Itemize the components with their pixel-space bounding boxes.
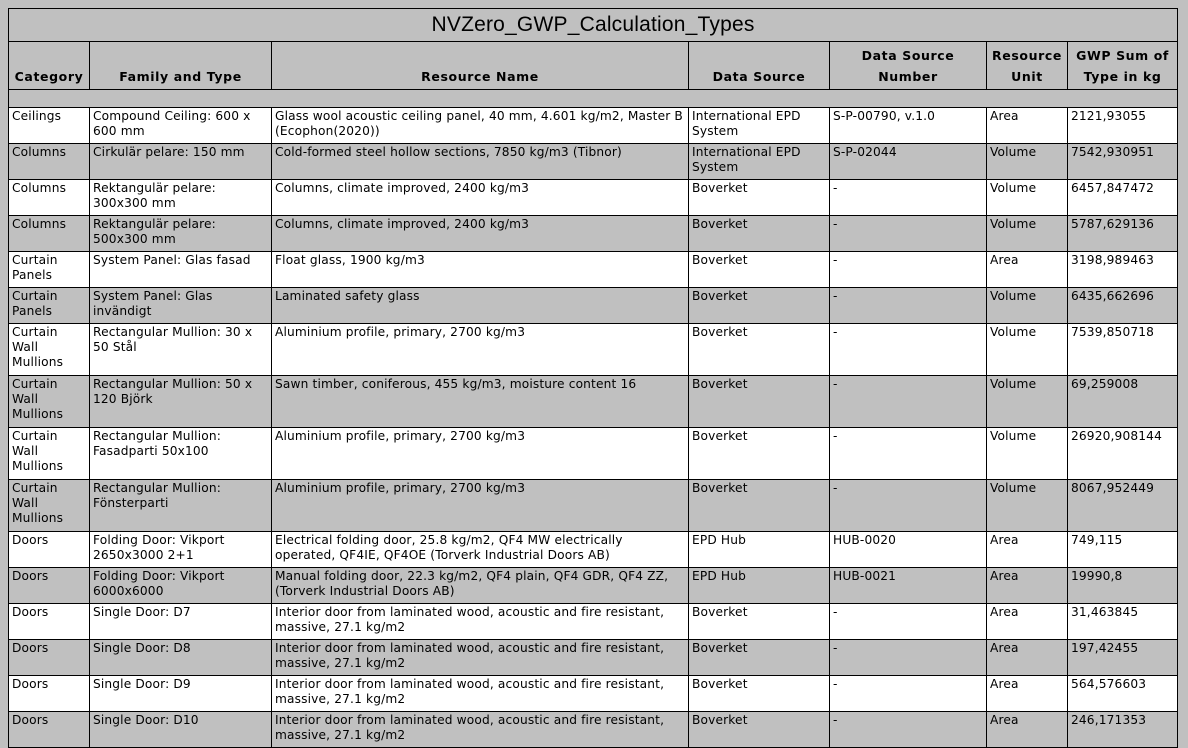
cell-resource-name[interactable]: Aluminium profile, primary, 2700 kg/m3 [272, 480, 689, 532]
table-row[interactable] [9, 324, 1178, 376]
cell-data-source[interactable]: Boverket [689, 216, 830, 252]
cell-resource-name[interactable]: Laminated safety glass [272, 288, 689, 324]
cell-category[interactable]: Doors [9, 640, 90, 676]
cell-family-and-type[interactable]: Rectangular Mullion: 30 x 50 Stål [90, 324, 272, 376]
cell-family-and-type[interactable]: Cirkulär pelare: 150 mm [90, 144, 272, 180]
cell-gwp-sum[interactable]: 2121,93055 [1068, 108, 1178, 144]
cell-category[interactable]: Doors [9, 532, 90, 568]
cell-resource-name[interactable]: Cold-formed steel hollow sections, 7850 kg/m3 (Tibnor) [272, 144, 689, 180]
cell-data-source-number[interactable]: - [830, 604, 987, 640]
cell-category[interactable]: Curtain Wall Mullions [9, 324, 90, 376]
cell-data-source[interactable]: International EPD System [689, 144, 830, 180]
cell-family-and-type[interactable]: Rektangulär pelare: 500x300 mm [90, 216, 272, 252]
cell-category[interactable]: Curtain Panels [9, 252, 90, 288]
table-row[interactable] [9, 532, 1178, 568]
cell-category[interactable]: Columns [9, 216, 90, 252]
schedule-body [9, 108, 1178, 748]
cell-data-source[interactable]: Boverket [689, 480, 830, 532]
cell-category[interactable]: Doors [9, 712, 90, 748]
cell-data-source[interactable]: Boverket [689, 712, 830, 748]
header-spacer [9, 90, 1178, 108]
cell-category[interactable]: Curtain Wall Mullions [9, 428, 90, 480]
cell-resource-unit[interactable]: Volume [987, 288, 1068, 324]
cell-gwp-sum[interactable]: 6435,662696 [1068, 288, 1178, 324]
table-row[interactable] [9, 428, 1178, 480]
cell-data-source[interactable]: EPD Hub [689, 568, 830, 604]
column-header-resource-unit[interactable]: Resource Unit [987, 42, 1068, 90]
cell-data-source[interactable]: Boverket [689, 640, 830, 676]
cell-resource-unit[interactable]: Area [987, 252, 1068, 288]
cell-family-and-type[interactable]: Single Door: D8 [90, 640, 272, 676]
cell-family-and-type[interactable]: System Panel: Glas fasad [90, 252, 272, 288]
cell-resource-unit[interactable]: Area [987, 532, 1068, 568]
cell-resource-name[interactable]: Electrical folding door, 25.8 kg/m2, QF4 MW electrically operated, QF4IE, QF4OE (Torverk Industrial Doors AB) [272, 532, 689, 568]
schedule-table [8, 8, 1178, 748]
cell-resource-name[interactable]: Interior door from laminated wood, acoustic and fire resistant, massive, 27.1 kg/m2 [272, 640, 689, 676]
cell-gwp-sum[interactable]: 26920,908144 [1068, 428, 1178, 480]
table-row[interactable] [9, 640, 1178, 676]
cell-resource-unit[interactable]: Volume [987, 216, 1068, 252]
cell-data-source-number[interactable]: - [830, 376, 987, 428]
cell-family-and-type[interactable]: System Panel: Glas invändigt [90, 288, 272, 324]
cell-family-and-type[interactable]: Folding Door: Vikport 2650x3000 2+1 [90, 532, 272, 568]
cell-data-source-number[interactable]: - [830, 676, 987, 712]
cell-resource-name[interactable]: Sawn timber, coniferous, 455 kg/m3, moisture content 16 [272, 376, 689, 428]
cell-data-source-number[interactable]: - [830, 324, 987, 376]
cell-data-source-number[interactable]: - [830, 216, 987, 252]
cell-resource-name[interactable]: Columns, climate improved, 2400 kg/m3 [272, 216, 689, 252]
table-row[interactable] [9, 376, 1178, 428]
column-header-family-and-type[interactable]: Family and Type [90, 42, 272, 90]
cell-resource-name[interactable]: Interior door from laminated wood, acoustic and fire resistant, massive, 27.1 kg/m2 [272, 712, 689, 748]
cell-family-and-type[interactable]: Single Door: D7 [90, 604, 272, 640]
cell-data-source[interactable]: Boverket [689, 288, 830, 324]
cell-data-source-number[interactable]: - [830, 640, 987, 676]
cell-data-source-number[interactable]: - [830, 480, 987, 532]
cell-resource-unit[interactable]: Volume [987, 480, 1068, 532]
schedule-title: NVZero_GWP_Calculation_Types [9, 9, 1178, 42]
table-row[interactable] [9, 712, 1178, 748]
column-header-gwp-sum[interactable]: GWP Sum of Type in kg [1068, 42, 1178, 90]
cell-data-source[interactable]: Boverket [689, 428, 830, 480]
cell-category[interactable]: Doors [9, 604, 90, 640]
cell-category[interactable]: Ceilings [9, 108, 90, 144]
cell-resource-unit[interactable]: Area [987, 676, 1068, 712]
cell-category[interactable]: Doors [9, 676, 90, 712]
column-header-category[interactable]: Category [9, 42, 90, 90]
cell-gwp-sum[interactable]: 197,42455 [1068, 640, 1178, 676]
cell-resource-name[interactable]: Manual folding door, 22.3 kg/m2, QF4 plain, QF4 GDR, QF4 ZZ, (Torverk Industrial Doors AB) [272, 568, 689, 604]
cell-data-source-number[interactable]: S-P-02044 [830, 144, 987, 180]
cell-gwp-sum[interactable]: 6457,847472 [1068, 180, 1178, 216]
cell-resource-unit[interactable]: Volume [987, 428, 1068, 480]
cell-gwp-sum[interactable]: 69,259008 [1068, 376, 1178, 428]
table-row[interactable] [9, 568, 1178, 604]
cell-data-source-number[interactable]: - [830, 288, 987, 324]
table-row[interactable] [9, 144, 1178, 180]
cell-family-and-type[interactable]: Rectangular Mullion: 50 x 120 Björk [90, 376, 272, 428]
cell-resource-unit[interactable]: Volume [987, 180, 1068, 216]
cell-family-and-type[interactable]: Folding Door: Vikport 6000x6000 [90, 568, 272, 604]
cell-data-source[interactable]: Boverket [689, 376, 830, 428]
cell-resource-name[interactable]: Aluminium profile, primary, 2700 kg/m3 [272, 428, 689, 480]
cell-resource-unit[interactable]: Volume [987, 376, 1068, 428]
column-header-data-source[interactable]: Data Source [689, 42, 830, 90]
cell-category[interactable]: Curtain Panels [9, 288, 90, 324]
table-row[interactable] [9, 108, 1178, 144]
cell-category[interactable]: Columns [9, 180, 90, 216]
cell-data-source[interactable]: Boverket [689, 252, 830, 288]
cell-gwp-sum[interactable]: 7539,850718 [1068, 324, 1178, 376]
table-row[interactable] [9, 604, 1178, 640]
cell-gwp-sum[interactable]: 31,463845 [1068, 604, 1178, 640]
cell-resource-name[interactable]: Interior door from laminated wood, acoustic and fire resistant, massive, 27.1 kg/m2 [272, 676, 689, 712]
cell-gwp-sum[interactable]: 749,115 [1068, 532, 1178, 568]
cell-family-and-type[interactable]: Compound Ceiling: 600 x 600 mm [90, 108, 272, 144]
cell-data-source-number[interactable]: - [830, 712, 987, 748]
cell-resource-name[interactable]: Glass wool acoustic ceiling panel, 40 mm, 4.601 kg/m2, Master B (Ecophon(2020)) [272, 108, 689, 144]
cell-gwp-sum[interactable]: 5787,629136 [1068, 216, 1178, 252]
cell-family-and-type[interactable]: Single Door: D10 [90, 712, 272, 748]
column-header-resource-name[interactable]: Resource Name [272, 42, 689, 90]
cell-resource-name[interactable]: Columns, climate improved, 2400 kg/m3 [272, 180, 689, 216]
cell-family-and-type[interactable]: Single Door: D9 [90, 676, 272, 712]
cell-data-source[interactable]: Boverket [689, 604, 830, 640]
cell-resource-unit[interactable]: Area [987, 568, 1068, 604]
cell-data-source[interactable]: Boverket [689, 180, 830, 216]
cell-data-source-number[interactable]: S-P-00790, v.1.0 [830, 108, 987, 144]
table-row[interactable] [9, 180, 1178, 216]
cell-resource-name[interactable]: Interior door from laminated wood, acoustic and fire resistant, massive, 27.1 kg/m2 [272, 604, 689, 640]
cell-category[interactable]: Curtain Wall Mullions [9, 376, 90, 428]
cell-gwp-sum[interactable]: 19990,8 [1068, 568, 1178, 604]
cell-category[interactable]: Curtain Wall Mullions [9, 480, 90, 532]
cell-gwp-sum[interactable]: 564,576603 [1068, 676, 1178, 712]
cell-resource-name[interactable]: Float glass, 1900 kg/m3 [272, 252, 689, 288]
cell-resource-unit[interactable]: Volume [987, 324, 1068, 376]
cell-gwp-sum[interactable]: 246,171353 [1068, 712, 1178, 748]
cell-data-source[interactable]: EPD Hub [689, 532, 830, 568]
cell-data-source[interactable]: International EPD System [689, 108, 830, 144]
cell-resource-unit[interactable]: Area [987, 712, 1068, 748]
cell-resource-unit[interactable]: Area [987, 108, 1068, 144]
cell-data-source[interactable]: Boverket [689, 324, 830, 376]
cell-resource-name[interactable]: Aluminium profile, primary, 2700 kg/m3 [272, 324, 689, 376]
column-header-data-source-number[interactable]: Data Source Number [830, 42, 987, 90]
cell-family-and-type[interactable]: Rectangular Mullion: Fönsterparti [90, 480, 272, 532]
cell-category[interactable]: Columns [9, 144, 90, 180]
cell-gwp-sum[interactable]: 7542,930951 [1068, 144, 1178, 180]
table-row[interactable] [9, 252, 1178, 288]
cell-data-source-number[interactable]: - [830, 180, 987, 216]
table-row[interactable] [9, 480, 1178, 532]
cell-data-source-number[interactable]: - [830, 252, 987, 288]
cell-gwp-sum[interactable]: 8067,952449 [1068, 480, 1178, 532]
cell-gwp-sum[interactable]: 3198,989463 [1068, 252, 1178, 288]
table-row[interactable] [9, 676, 1178, 712]
cell-data-source-number[interactable]: HUB-0020 [830, 532, 987, 568]
table-row[interactable] [9, 288, 1178, 324]
cell-resource-unit[interactable]: Area [987, 604, 1068, 640]
cell-resource-unit[interactable]: Volume [987, 144, 1068, 180]
cell-family-and-type[interactable]: Rectangular Mullion: Fasadparti 50x100 [90, 428, 272, 480]
cell-category[interactable]: Doors [9, 568, 90, 604]
cell-resource-unit[interactable]: Area [987, 640, 1068, 676]
cell-data-source[interactable]: Boverket [689, 676, 830, 712]
cell-data-source-number[interactable]: - [830, 428, 987, 480]
table-row[interactable] [9, 216, 1178, 252]
cell-data-source-number[interactable]: HUB-0021 [830, 568, 987, 604]
cell-family-and-type[interactable]: Rektangulär pelare: 300x300 mm [90, 180, 272, 216]
